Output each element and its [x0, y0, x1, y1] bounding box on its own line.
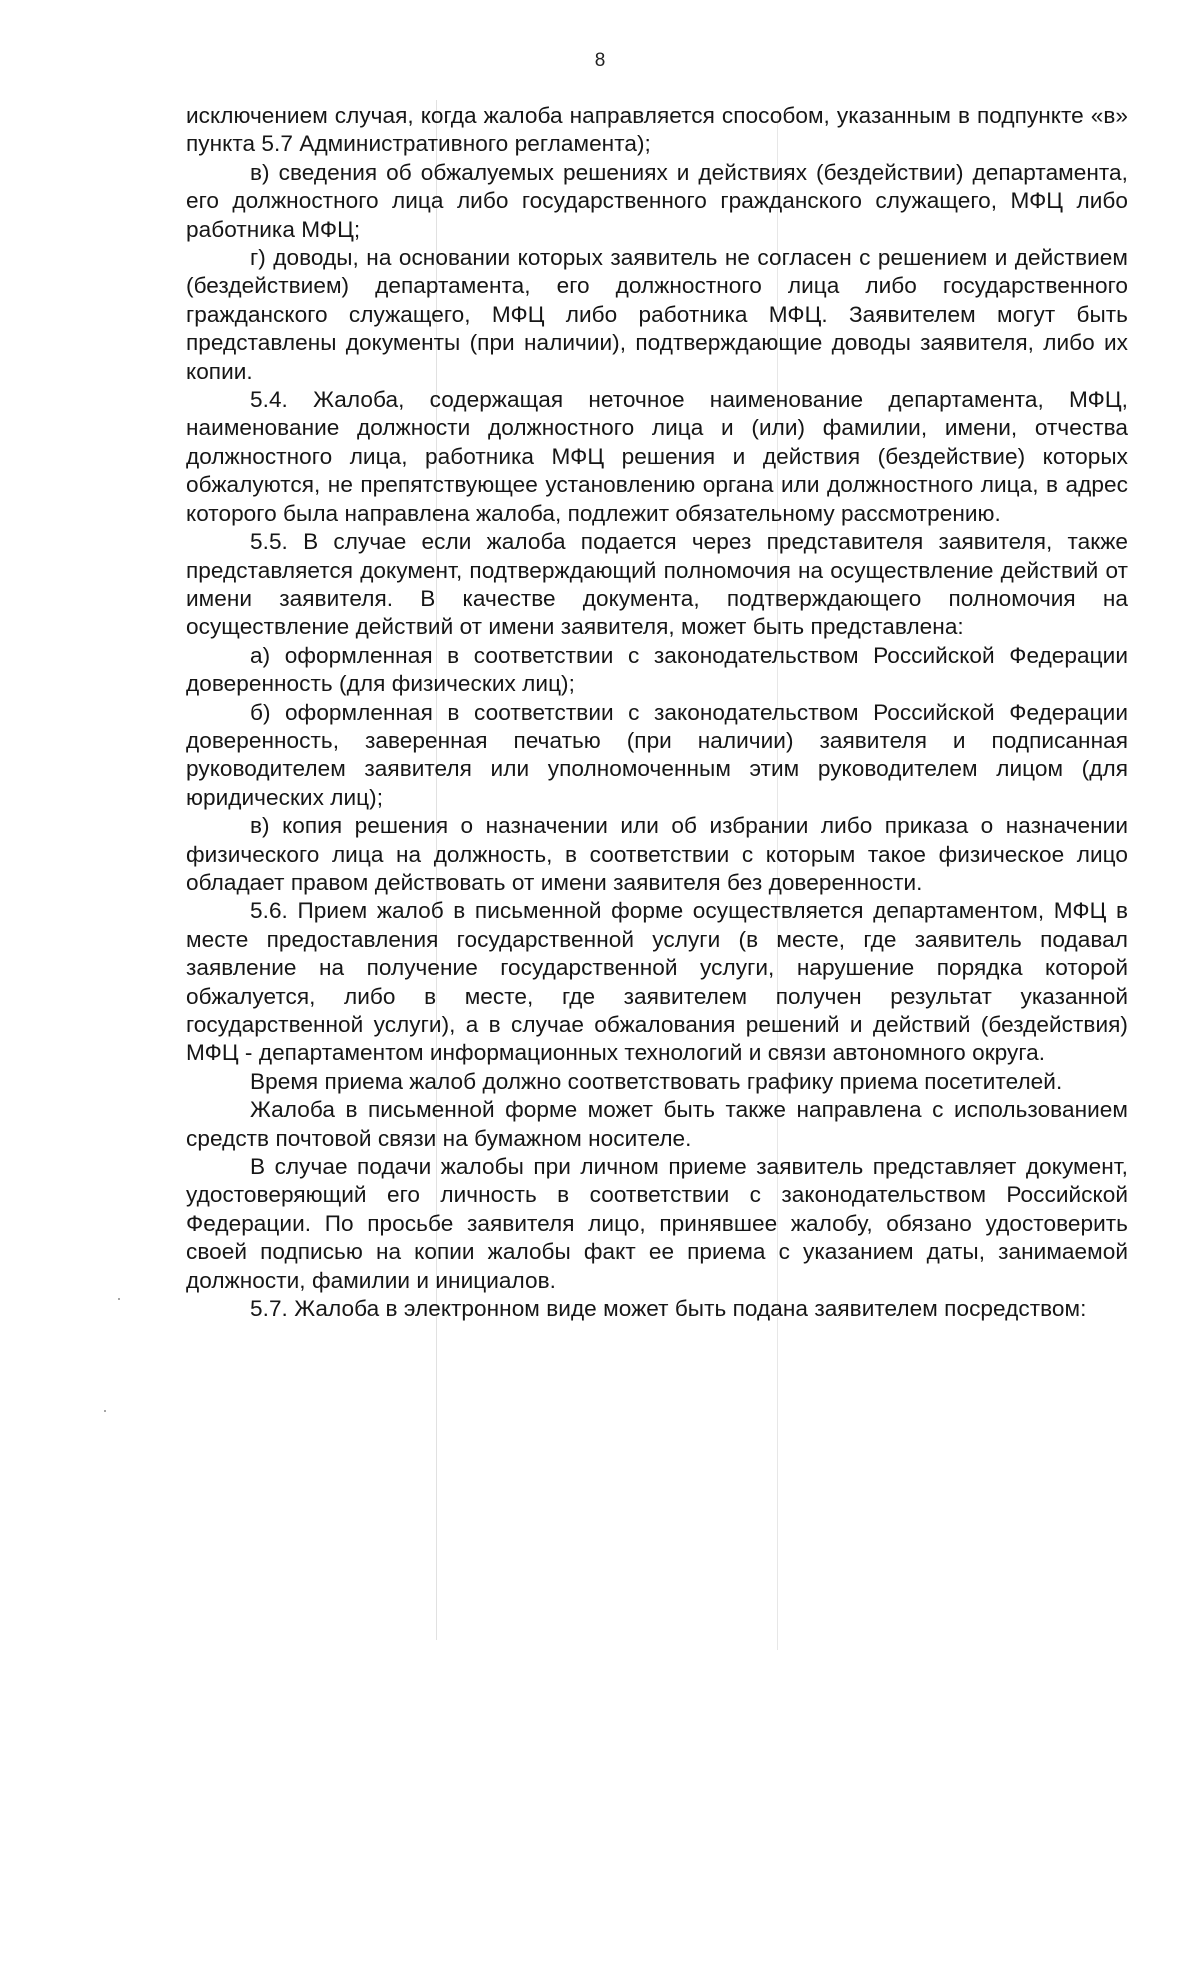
paragraph-item-g: г) доводы, на основании которых заявитель не согласен с решением и действием (бездействием) департамента, его должностного лица либо государственного гражданского служащего, МФЦ либо работника МФЦ. Заявителем могут быть представлены документы (при наличии), подтверждающие доводы заявителя, либо их копии. [186, 245, 1128, 384]
paragraph-item-b: б) оформленная в соответствии с законодательством Российской Федерации доверенность, заверенная печатью (при наличии) заявителя и подписанная руководителем заявителя или уполномоченным этим руководителем лицом (для юридических лиц); [186, 699, 1128, 810]
scan-speck [104, 1410, 106, 1412]
page-number: 8 [594, 50, 606, 71]
paragraph-5-7: 5.7. Жалоба в электронном виде может быть подана заявителем посредством: [250, 1296, 1087, 1322]
paragraph-5-5: 5.5. В случае если жалоба подается через представителя заявителя, также представляется документ, подтверждающий полномочия на осуществление действий от имени заявителя. В качестве документа, подтверждающего полномочия на осуществление действий от имени заявителя, может быть представлена: [186, 529, 1128, 640]
document-body [186, 102, 1128, 1323]
scan-speck [118, 1298, 120, 1300]
paragraph-item-v: в) сведения об обжалуемых решениях и действиях (бездействии) департамента, его должностного лица либо государственного гражданского служащего, МФЦ либо работника МФЦ; [186, 159, 1128, 242]
paragraph-5-6: 5.6. Прием жалоб в письменной форме осуществляется департаментом, МФЦ в месте предоставления государственной услуги (в месте, где заявитель подавал заявление на получение государственной услуги, нарушение порядка которой обжалуется, либо в месте, где заявителем получен результат указанной государственной услуги), а в случае обжалования решений и действий (бездействия) МФЦ - департаментом информационных технологий и связи автономного округа. [186, 898, 1128, 1066]
paragraph-continuation: исключением случая, когда жалоба направляется способом, указанным в подпункте «в» пункта 5.7 Административного регламента); [186, 103, 1128, 157]
paragraph-personal-reception: В случае подачи жалобы при личном приеме заявитель представляет документ, удостоверяющий его личность в соответствии с законодательством Российской Федерации. По просьбе заявителя лицо, принявшее жалобу, обязано удостоверить своей подписью на копии жалобы факт ее приема с указанием даты, занимаемой должности, фамилии и инициалов. [186, 1154, 1128, 1293]
paragraph-postal: Жалоба в письменной форме может быть также направлена с использованием средств почтовой связи на бумажном носителе. [186, 1097, 1128, 1151]
paragraph-item-v2: в) копия решения о назначении или об избрании либо приказа о назначении физического лица на должность, в соответствии с которым такое физическое лицо обладает правом действовать от имени заявителя без доверенности. [186, 813, 1128, 895]
paragraph-5-4: 5.4. Жалоба, содержащая неточное наименование департамента, МФЦ, наименование должности должностного лица и (или) фамилии, имени, отчества должностного лица, работника МФЦ решения и действия (бездействие) которых обжалуются, не препятствующее установлению органа или должностного лица, в адрес которого была направлена жалоба, подлежит обязательному рассмотрению. [186, 387, 1128, 526]
paragraph-item-a: а) оформленная в соответствии с законодательством Российской Федерации доверенность (для физических лиц); [186, 642, 1128, 697]
paragraph-reception-time: Время приема жалоб должно соответствовать графику приема посетителей. [250, 1068, 1063, 1094]
